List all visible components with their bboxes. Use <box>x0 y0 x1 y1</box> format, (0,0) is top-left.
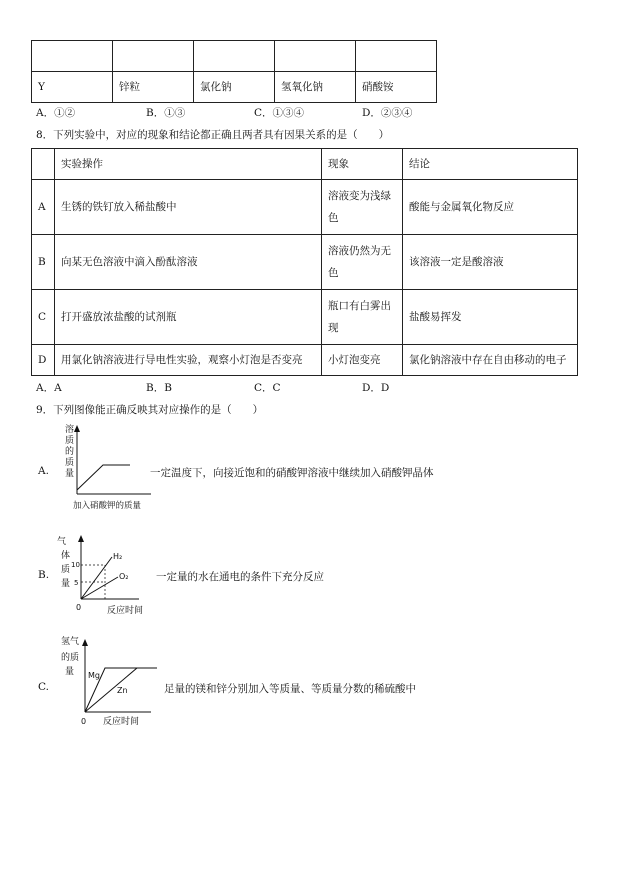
q8-row-op: 向某无色溶液中滴入酚酞溶液 <box>55 235 322 290</box>
svg-text:体: 体 <box>61 551 71 561</box>
q9-graph-b-series-o2: O₂ <box>119 572 129 581</box>
q8-option-c[interactable]: C．C <box>254 382 281 394</box>
q7-table-cell: 氢氧化钠 <box>275 72 356 103</box>
q9-graph-b-y-arrow <box>78 535 84 542</box>
q9-graph-a-y-arrow <box>74 425 80 432</box>
svg-text:量: 量 <box>65 667 75 677</box>
q8-row-op: 用氯化钠溶液进行导电性实验，观察小灯泡是否变亮 <box>55 345 322 376</box>
q8-row-label: C <box>32 290 55 345</box>
q9-option-c-label[interactable]: C. <box>38 681 49 693</box>
q9-option-a-label[interactable]: A. <box>38 465 49 477</box>
q9-graph-c <box>55 632 163 727</box>
q8-row-concl: 盐酸易挥发 <box>403 290 578 345</box>
q9-graph-c-y-arrow <box>82 639 88 646</box>
q7-option-c[interactable]: C．①③④ <box>254 107 305 119</box>
q8-row-phen: 溶液变为浅绿 色 <box>322 180 403 235</box>
q8-row-concl: 酸能与金属氧化物反应 <box>403 180 578 235</box>
svg-text:氢气: 氢气 <box>61 637 80 647</box>
q8-row-concl: 该溶液一定是酸溶液 <box>403 235 578 290</box>
q7-option-a[interactable]: A．①② <box>36 107 76 119</box>
svg-text:的: 的 <box>65 447 75 457</box>
q7-table-row-label: Y <box>32 72 113 103</box>
q7-table <box>31 40 437 103</box>
q9-graph-a-curve <box>77 465 130 490</box>
svg-text:量: 量 <box>61 579 71 589</box>
q8-row-phen: 溶液仍然为无 色 <box>322 235 403 290</box>
svg-text:量: 量 <box>65 469 75 479</box>
q7-table-cell: 锌粒 <box>113 72 194 103</box>
q9-graph-c-origin: 0 <box>81 717 87 726</box>
q9-option-a-desc: 一定温度下，向接近饱和的硝酸钾溶液中继续加入硝酸钾晶体 <box>150 467 434 479</box>
q8-row-label: A <box>32 180 55 235</box>
q9-graph-b <box>55 532 155 616</box>
q9-graph-a <box>55 422 155 514</box>
q7-table-empty-cell <box>113 41 194 72</box>
q8-row-concl: 氯化钠溶液中存在自由移动的电子 <box>403 345 578 376</box>
svg-text:质: 质 <box>61 565 71 575</box>
q8-table <box>31 148 578 376</box>
q8-row-label: D <box>32 345 55 376</box>
q9-graph-b-series-h2: H₂ <box>113 552 123 561</box>
q8-row-label: B <box>32 235 55 290</box>
q8-header-op: 实验操作 <box>55 149 322 180</box>
q9-graph-c-ylabel <box>61 635 79 677</box>
q9-option-b-desc: 一定量的水在通电的条件下充分反应 <box>156 571 324 583</box>
q7-table-empty-cell <box>32 41 113 72</box>
q7-table-empty-cell <box>275 41 356 72</box>
q7-table-empty-cell <box>194 41 275 72</box>
q9-graph-b-ylabel <box>57 535 70 589</box>
svg-text:溶: 溶 <box>65 425 75 435</box>
q9-graph-b-xlabel: 反应时间 <box>107 606 144 616</box>
q8-header-phen: 现象 <box>322 149 403 180</box>
q9-graph-b-line-h2 <box>81 557 112 599</box>
q9-graph-b-ytick-lo: 5 <box>74 579 79 587</box>
q7-table-cell: 硝酸铵 <box>356 72 437 103</box>
svg-text:气: 气 <box>57 537 67 547</box>
q9-option-c-desc: 足量的镁和锌分别加入等质量、等质量分数的稀硫酸中 <box>164 683 416 695</box>
q9-graph-b-line-o2 <box>81 577 118 599</box>
q8-row-op: 生锈的铁钉放入稀盐酸中 <box>55 180 322 235</box>
q9-graph-b-ytick-hi: 10 <box>71 561 80 569</box>
q7-option-b[interactable]: B．①③ <box>146 107 186 119</box>
q7-option-d[interactable]: D．②③④ <box>362 107 413 119</box>
svg-text:质: 质 <box>65 436 75 446</box>
q8-header-concl: 结论 <box>403 149 578 180</box>
q7-table-cell: 氯化钠 <box>194 72 275 103</box>
q8-stem: 8．下列实验中，对应的现象和结论都正确且两者具有因果关系的是（ ） <box>36 129 390 141</box>
svg-text:质: 质 <box>65 458 75 468</box>
q9-graph-b-origin: 0 <box>76 603 82 612</box>
svg-text:的质: 的质 <box>61 653 80 663</box>
q9-graph-a-xlabel: 加入硝酸钾的质量 <box>73 501 142 511</box>
q9-graph-c-xlabel: 反应时间 <box>103 717 140 727</box>
q8-row-phen: 瓶口有白雾出 现 <box>322 290 403 345</box>
q8-option-b[interactable]: B．B <box>146 382 172 394</box>
q8-option-a[interactable]: A．A <box>36 382 62 394</box>
q9-graph-c-series-zn: Zn <box>117 686 128 695</box>
q9-graph-a-ylabel <box>65 423 74 479</box>
q8-row-phen: 小灯泡变亮 <box>322 345 403 376</box>
q9-graph-c-series-mg: Mg <box>88 671 100 680</box>
q7-table-empty-cell <box>356 41 437 72</box>
q9-stem: 9．下列图像能正确反映其对应操作的是（ ） <box>36 404 264 416</box>
q8-header-label <box>32 149 55 180</box>
q8-option-d[interactable]: D．D <box>362 382 390 394</box>
q9-option-b-label[interactable]: B. <box>38 569 50 581</box>
q8-row-op: 打开盛放浓盐酸的试剂瓶 <box>55 290 322 345</box>
